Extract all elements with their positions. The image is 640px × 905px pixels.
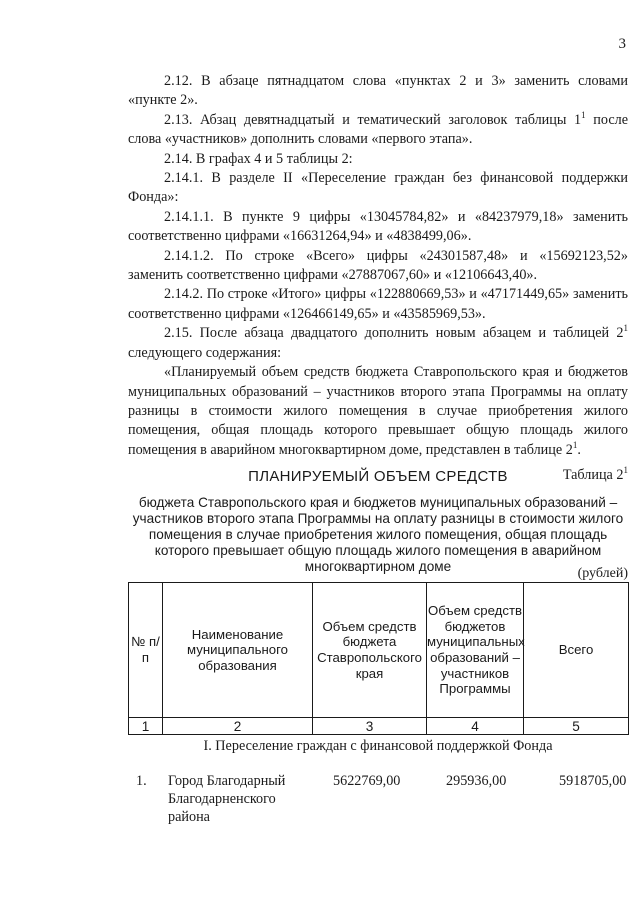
paragraph-2-13-text: 2.13. Абзац девятнадцатый и тематический заголовок таблицы 1 [164, 111, 582, 128]
header-total: Всего [524, 583, 629, 718]
paragraph-2-13 [128, 111, 628, 150]
row-municipal-budget: 295936,00 [446, 773, 507, 789]
header-municipal-budget: Объем средств бюджетов муниципальных образований – участников Программы [427, 583, 524, 718]
paragraph-2-14-1: 2.14.1. В разделе II «Переселение граждан без финансовой поддержки Фонда»: [128, 170, 628, 206]
row-number: 1. [136, 773, 147, 789]
table-title: ПЛАНИРУЕМЫЙ ОБЪЕМ СРЕДСТВ [248, 468, 508, 485]
budget-table [128, 582, 629, 735]
row-total: 5918705,00 [559, 773, 627, 789]
paragraph-2-13-text-end: после слова «участников» дополнить словами «первого этапа». [128, 111, 628, 148]
column-number-row [129, 718, 629, 735]
paragraph-2-15-text-end: следующего содержания: [128, 344, 282, 361]
column-number: 2 [163, 718, 313, 735]
table-subtitle: бюджета Ставропольского края и бюджетов муниципальных образований – участников второго этапа Программы на оплату разницы в стоимости жилого помещения в случае приобретения жилого помещения, общая площадь которого превышает общую площадь жилого помещения в аварийном многоквартирном доме [132, 495, 624, 574]
header-regional-budget: Объем средств бюджета Ставропольского края [313, 583, 427, 718]
paragraph-2-14-1-2: 2.14.1.2. По строке «Всего» цифры «24301587,48» и «15692123,52» заменить соответственно цифрами «27887067,60» и «12106643,40». [128, 247, 628, 284]
superscript: 1 [572, 439, 578, 450]
row-regional-budget: 5622769,00 [333, 773, 401, 789]
column-number: 5 [524, 718, 629, 735]
quoted-paragraph-text: «Планируемый объем средств бюджета Ставропольского края и бюджетов муниципальных образований – участников второго этапа Программы на оплату разницы в стоимости жилого помещения в случае приобретения жилого помещения, общая площадь которого превышает общую площадь жилого помещения в аварийном многоквартирном доме, представлен в таблице 2 [128, 364, 628, 458]
paragraph-2-14-1-1: 2.14.1.1. В пункте 9 цифры «13045784,82» и «84237979,18» заменить соответственно цифрами «16631264,94» и «4838499,06». [128, 208, 628, 245]
header-municipality: Наименование муниципального образования [163, 583, 313, 718]
document-body [128, 72, 628, 486]
table-label-text: Таблица 2 [562, 467, 624, 484]
section-title: I. Переселение граждан с финансовой поддержкой Фонда [203, 738, 553, 754]
row-municipality: Город Благодарный Благодарненского района [168, 773, 286, 825]
paragraph-2-14: 2.14. В графах 4 и 5 таблицы 2: [164, 150, 353, 167]
quoted-paragraph-end: . [577, 441, 581, 458]
paragraph-2-15-text: 2.15. После абзаца двадцатого дополнить новым абзацем и таблицей 2 [164, 325, 624, 342]
superscript: 1 [623, 323, 628, 334]
superscript: 1 [623, 465, 628, 476]
paragraph-2-15 [128, 324, 628, 363]
header-number: № п/п [129, 583, 163, 718]
column-number: 3 [313, 718, 427, 735]
paragraph-2-14-2: 2.14.2. По строке «Итого» цифры «122880669,53» и «47171449,65» заменить соответственно цифрами «126466149,65» и «43585969,53». [128, 286, 628, 322]
quoted-paragraph [128, 363, 628, 460]
column-number: 4 [427, 718, 524, 735]
superscript: 1 [581, 109, 586, 120]
page-number: 3 [618, 36, 626, 52]
table-header-row [129, 583, 629, 718]
column-number: 1 [129, 718, 163, 735]
paragraph-2-12: 2.12. В абзаце пятнадцатом слова «пунктах 2 и 3» заменить словами «пункте 2». [128, 73, 628, 109]
units-label: (рублей) [577, 566, 628, 581]
